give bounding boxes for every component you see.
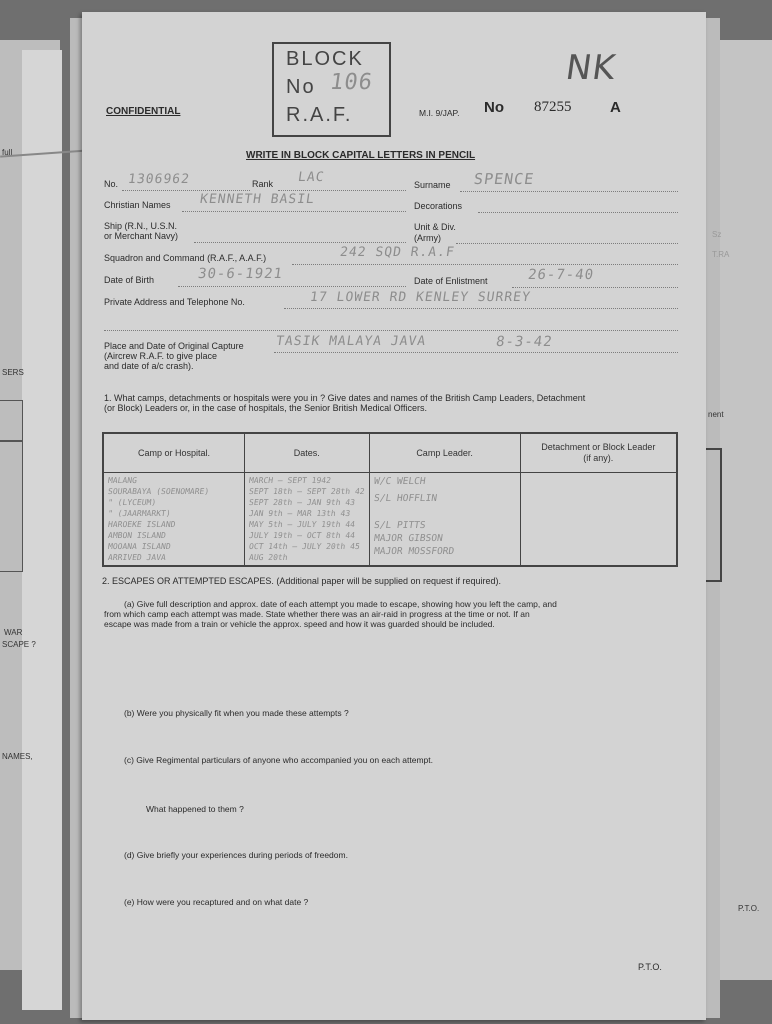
christian-names-line xyxy=(182,211,406,212)
background-box xyxy=(0,400,23,442)
corner-initials: NK xyxy=(563,48,619,88)
capture-label-sub: and date of a/c crash). xyxy=(104,361,194,371)
christian-names-label: Christian Names xyxy=(104,200,171,210)
list-item: S/L HOFFLIN xyxy=(372,493,438,504)
address-label: Private Address and Telephone No. xyxy=(104,297,245,307)
unit-label-sub: (Army) xyxy=(414,233,441,243)
unit-label: Unit & Div. xyxy=(414,222,456,232)
question-2d-text: (d) Give briefly your experiences during periods of freedom. xyxy=(124,850,348,860)
ship-label-sub: or Merchant Navy) xyxy=(104,231,179,241)
list-item: AUG 20th xyxy=(248,553,289,562)
right-fragment-text: P.T.O. xyxy=(738,904,760,913)
left-fragment-text: full xyxy=(2,148,13,157)
left-fragment-text: SERS xyxy=(2,368,24,377)
list-item: SOURABAYA (SOENOMARE) xyxy=(107,487,210,496)
background-box xyxy=(0,440,23,572)
squadron-label: Squadron and Command (R.A.F., A.A.F.) xyxy=(104,253,267,263)
list-item: SEPT 28th – JAN 9th 43 xyxy=(248,498,356,507)
address-line xyxy=(284,308,678,309)
capture-line xyxy=(274,352,678,353)
list-item: ARRIVED JAVA xyxy=(107,553,167,562)
left-fragment-text: SCAPE ? xyxy=(2,640,36,649)
squadron-value: 242 SQD R.A.F xyxy=(338,245,456,260)
question-2c-subtext: What happened to them ? xyxy=(146,804,244,814)
serial-number: 87255 xyxy=(534,99,572,115)
christian-names-value: KENNETH BASIL xyxy=(198,192,316,207)
table-header-row xyxy=(103,433,677,473)
list-item: JAN 9th – MAR 13th 43 xyxy=(248,509,351,518)
question-1-text-cont: (or Block) Leaders or, in the case of hospitals, the Senior British Medical Officers. xyxy=(104,403,427,413)
question-2e-text: (e) How were you recaptured and on what date ? xyxy=(124,897,309,907)
list-item: MAY 5th – JULY 19th 44 xyxy=(248,520,356,529)
date-of-birth-label: Date of Birth xyxy=(104,275,155,285)
form-sheet xyxy=(82,12,706,1020)
table-row xyxy=(103,473,677,567)
column-header: Camp Leader. xyxy=(369,433,520,473)
pto-label: P.T.O. xyxy=(638,962,662,972)
list-item: " (JAARMARKT) xyxy=(107,509,172,518)
address-line-2 xyxy=(104,330,678,331)
service-number-value: 1306962 xyxy=(126,172,191,187)
decorations-line xyxy=(478,212,678,213)
leaders-cell xyxy=(369,473,520,567)
rank-label: Rank xyxy=(252,179,274,189)
column-header: Dates. xyxy=(245,433,370,473)
address-value: 17 LOWER RD KENLEY SURREY xyxy=(308,290,532,305)
date-of-birth-line xyxy=(178,286,406,287)
question-2b-text: (b) Were you physically fit when you made these attempts ? xyxy=(124,708,349,718)
detachment-cell xyxy=(520,473,677,567)
enlistment-line xyxy=(512,287,678,288)
capture-label: Place and Date of Original Capture xyxy=(104,341,244,351)
column-header: Camp or Hospital. xyxy=(103,433,245,473)
stamp-line: No xyxy=(286,76,316,98)
question-2a-text: (a) Give full description and approx. date of each attempt you made to escape, showing how you left the camp, and xyxy=(124,599,557,609)
stamp-line: BLOCK xyxy=(286,48,364,70)
unit-line xyxy=(456,243,678,244)
list-item: MAJOR MOSSFORD xyxy=(372,546,455,557)
left-fragment-text: WAR xyxy=(4,628,23,637)
capture-place-value: TASIK MALAYA JAVA xyxy=(274,334,428,349)
capture-date-value: 8-3-42 xyxy=(494,334,554,350)
list-item: " (LYCEUM) xyxy=(107,498,157,507)
camps-cell xyxy=(103,473,245,567)
ship-label: Ship (R.N., U.S.N. xyxy=(104,221,178,231)
left-fragment-text: NAMES, xyxy=(2,752,33,761)
instruction-heading: WRITE IN BLOCK CAPITAL LETTERS IN PENCIL xyxy=(246,150,476,161)
list-item: MARCH — SEPT 1942 xyxy=(248,476,332,485)
number-symbol: No xyxy=(484,99,504,116)
decorations-label: Decorations xyxy=(414,201,463,211)
stamp-line: R.A.F. xyxy=(286,104,353,126)
block-stamp xyxy=(272,42,391,137)
serial-suffix: A xyxy=(610,99,621,116)
squadron-line xyxy=(292,264,678,265)
column-header-text: Detachment or Block Leader (if any). xyxy=(541,442,656,463)
question-1-text: 1. What camps, detachments or hospitals were you in ? Give dates and names of the British Camp Leaders, Detachment xyxy=(104,393,586,403)
list-item: MALANG xyxy=(107,476,138,485)
question-2-title: 2. ESCAPES OR ATTEMPTED ESCAPES. (Additional paper will be supplied on request if required). xyxy=(102,576,502,586)
mi-reference: M.I. 9/JAP. xyxy=(419,108,460,118)
right-fragment-text: Sz xyxy=(712,230,722,239)
list-item: W/C WELCH xyxy=(372,476,426,487)
list-item: HAROEKE ISLAND xyxy=(107,520,177,529)
service-number-line xyxy=(122,190,250,191)
list-item: SEPT 18th – SEPT 28th 42 xyxy=(248,487,366,496)
right-fragment-text: nent xyxy=(708,410,724,419)
question-2a-text: from which camp each attempt was made. State whether there was an air-raid in progress at the time or not. If an xyxy=(104,609,530,619)
background-file-spine xyxy=(22,50,62,1010)
enlistment-label: Date of Enlistment xyxy=(414,276,488,286)
list-item: MOOANA ISLAND xyxy=(107,542,172,551)
service-number-label: No. xyxy=(104,179,119,189)
question-2c-text: (c) Give Regimental particulars of anyone who accompanied you on each attempt. xyxy=(124,755,433,765)
capture-label-sub: (Aircrew R.A.F. to give place xyxy=(104,351,218,361)
enlistment-value: 26-7-40 xyxy=(526,267,596,283)
list-item: OCT 14th – JULY 20th 45 xyxy=(248,542,361,551)
confidential-label: CONFIDENTIAL xyxy=(106,106,181,117)
list-item: MAJOR GIBSON xyxy=(372,533,444,544)
surname-line xyxy=(460,191,678,192)
rank-line xyxy=(278,190,406,191)
column-header xyxy=(520,433,677,473)
stamp-number: 106 xyxy=(328,70,375,95)
ship-line xyxy=(194,242,406,243)
camps-table xyxy=(102,432,678,567)
question-2a-text: escape was made from a train or vehicle the approx. speed and how it was guarded should be included. xyxy=(104,619,495,629)
surname-value: SPENCE xyxy=(472,170,536,188)
list-item: AMBON ISLAND xyxy=(107,531,167,540)
list-item: JULY 19th – OCT 8th 44 xyxy=(248,531,356,540)
list-item: S/L PITTS xyxy=(372,520,426,531)
dates-cell xyxy=(245,473,370,567)
rank-value: LAC xyxy=(296,170,326,185)
date-of-birth-value: 30-6-1921 xyxy=(196,266,284,282)
background-box xyxy=(704,448,722,582)
right-fragment-text: T.RA xyxy=(712,250,730,259)
surname-label: Surname xyxy=(414,180,451,190)
